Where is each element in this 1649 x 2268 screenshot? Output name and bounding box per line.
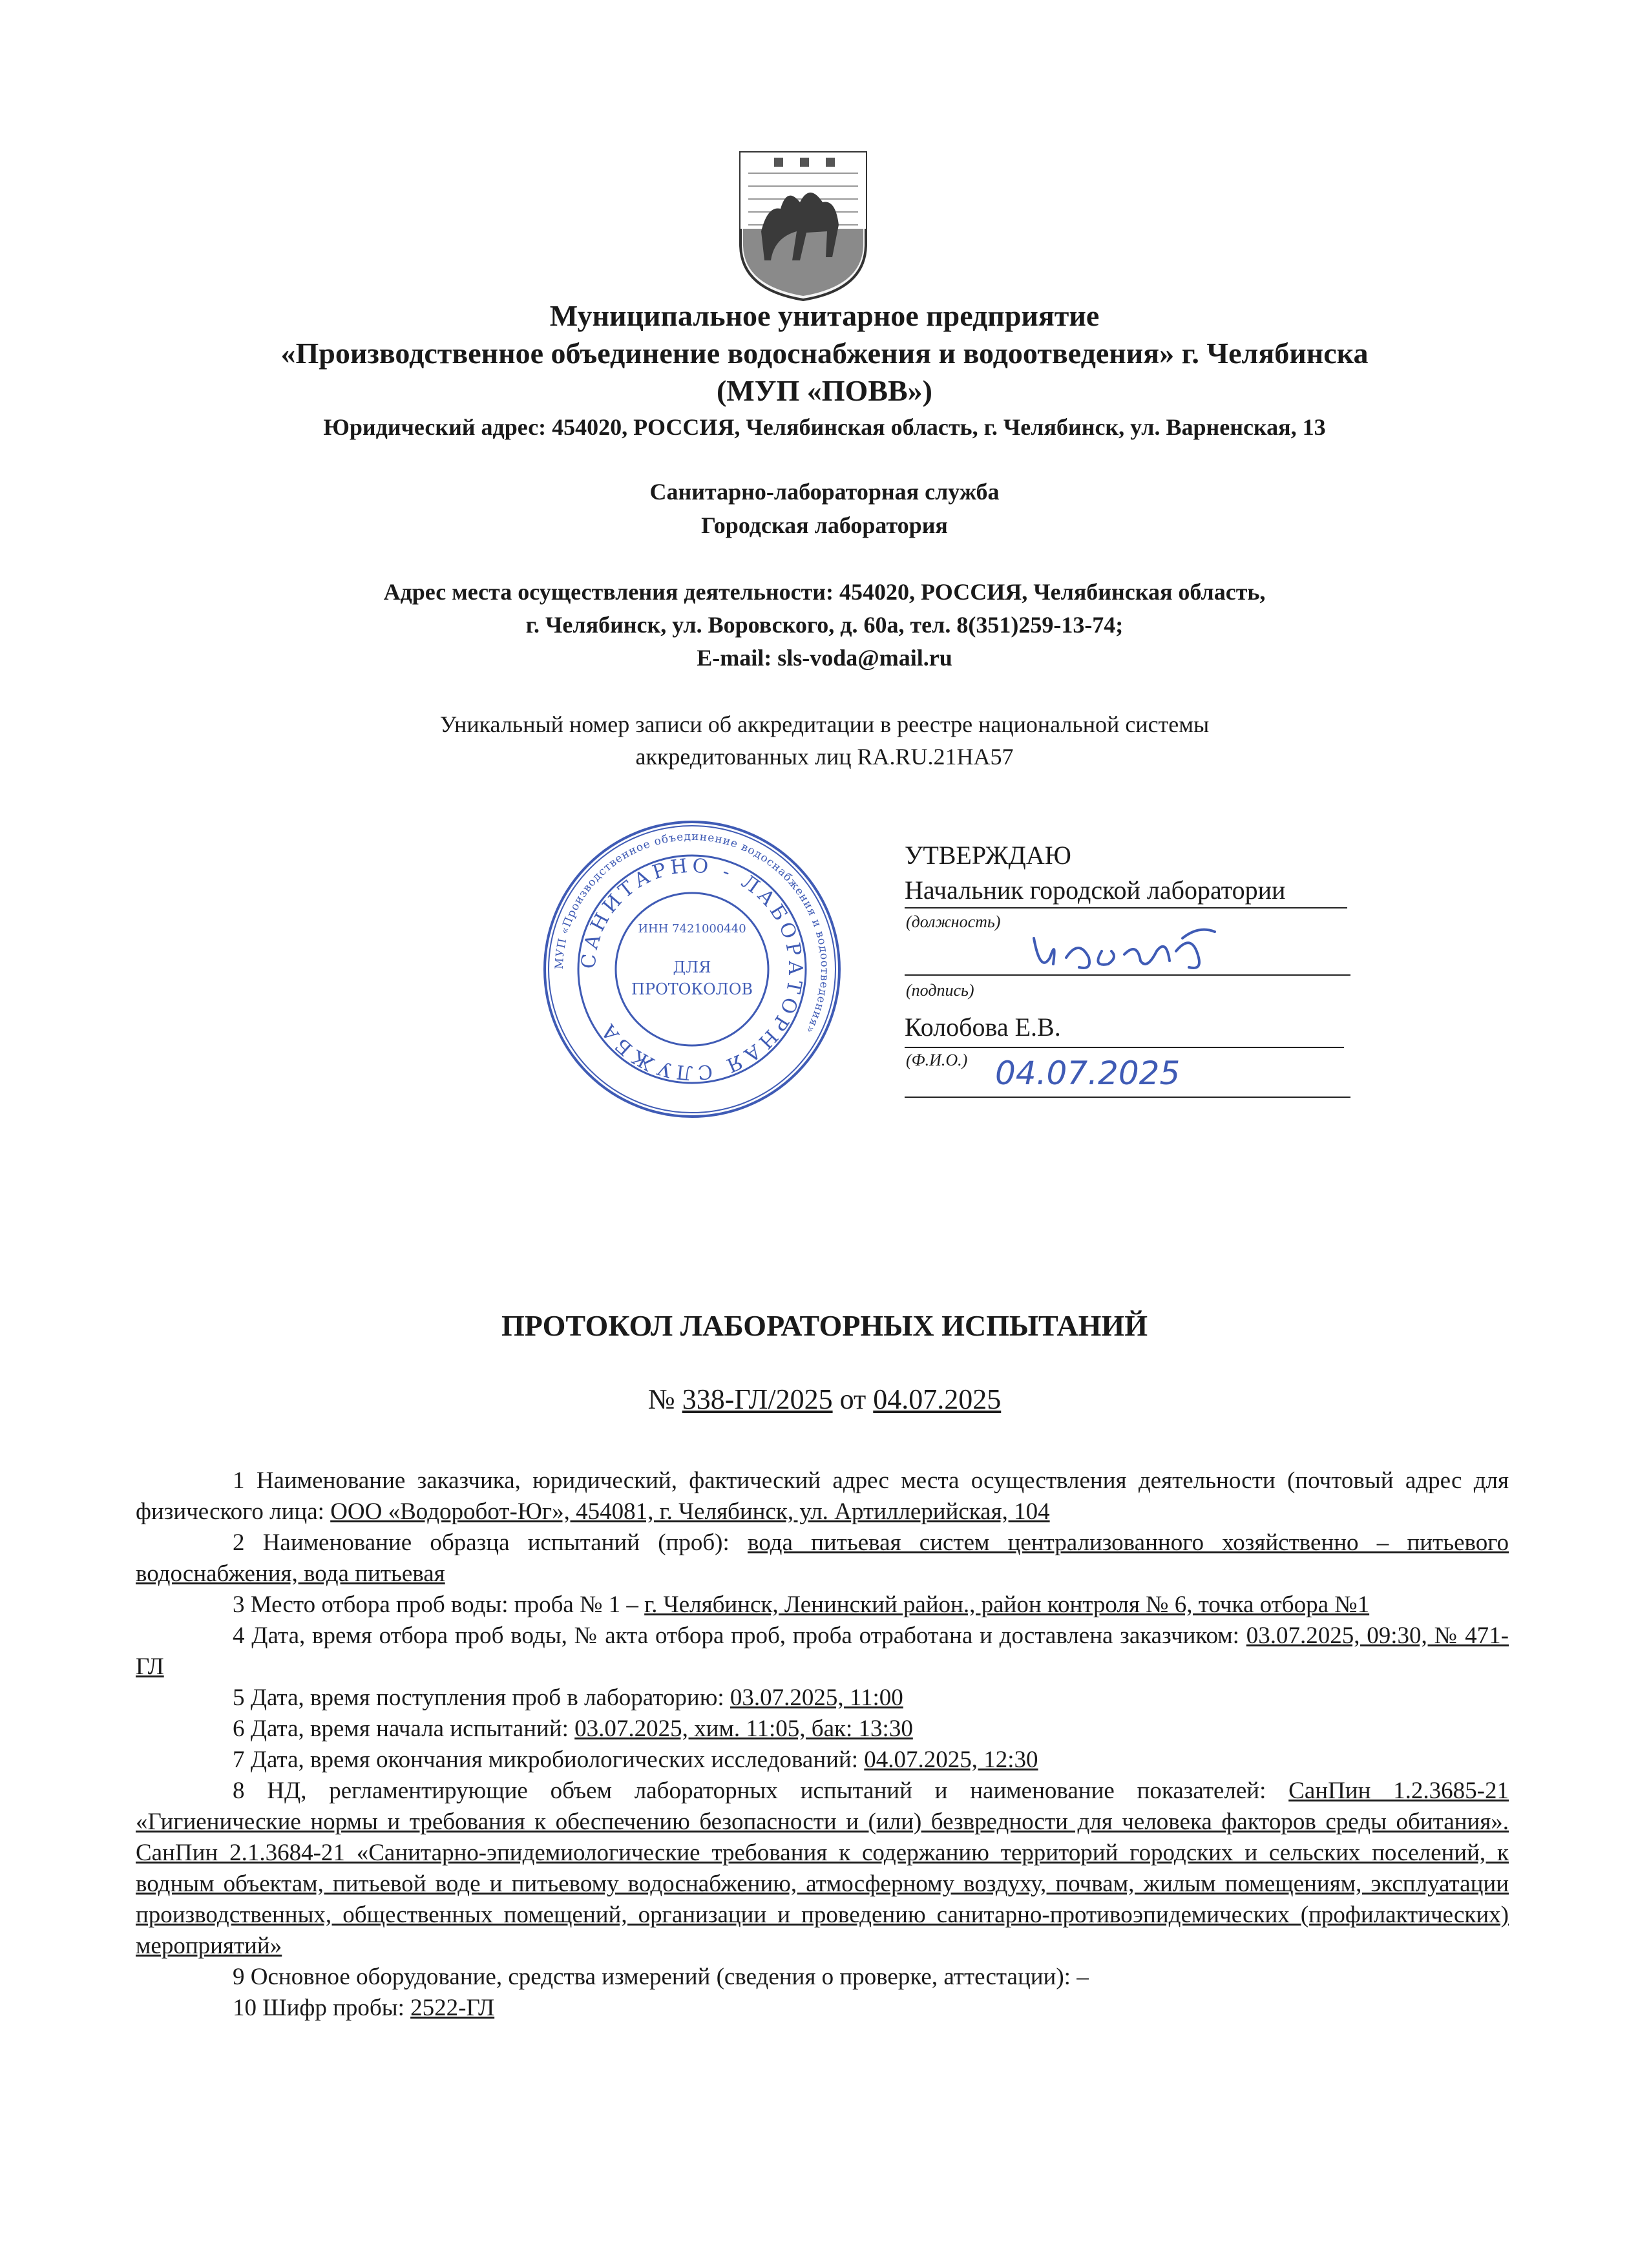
stamp-ring-text: САНИТАРНО - ЛАБОРАТОРНАЯ СЛУЖБА	[577, 854, 807, 1084]
protocol-items	[136, 1465, 1509, 2024]
accreditation-line2: аккредитованных лиц RA.RU.21НА57	[635, 744, 1014, 770]
item-10: 10 Шифр пробы: 2522-ГЛ	[233, 1995, 495, 2021]
position-underline	[905, 907, 1347, 908]
item-9: 9 Основное оборудование, средства измерений (сведения о проверке, аттестации): –	[233, 1964, 1089, 1990]
item-7: 7 Дата, время окончания микробиологических исследований: 04.07.2025, 12:30	[233, 1747, 1038, 1773]
signature-caption: (подпись)	[906, 981, 974, 1000]
item-3: 3 Место отбора проб воды: проба № 1 – г. Челябинск, Ленинский район., район контроля № 6, точка отбора №1	[233, 1591, 1370, 1618]
item-5: 5 Дата, время поступления проб в лабораторию: 03.07.2025, 11:00	[233, 1685, 903, 1711]
activity-address-line2: г. Челябинск, ул. Воровского, д. 60а, тел. 8(351)259-13-74;	[525, 612, 1124, 638]
approval-position: Начальник городской лаборатории	[905, 876, 1286, 905]
approver-name: Колобова Е.В.	[905, 1013, 1061, 1042]
handwritten-date	[989, 1047, 1195, 1098]
organization-stamp	[540, 817, 844, 1121]
document-number-line: № 338-ГЛ/2025 от 04.07.2025	[647, 1383, 1002, 1415]
org-name-line3: (МУП «ПОВВ»)	[716, 374, 933, 407]
item-1: 1 Наименование заказчика, юридический, фактический адрес места осуществления деятельности (почтовый адрес для физического лица: ООО «Водоробот-Юг», 454081, г. Челябинск, ул. Артиллерийская, 104	[136, 1467, 1509, 1525]
activity-email: E-mail: sls-voda@mail.ru	[697, 645, 952, 671]
item-2: 2 Наименование образца испытаний (проб): вода питьевая систем централизованного хозяйственно – питьевого водоснабжения, вода питьевая	[136, 1529, 1509, 1587]
coat-of-arms-icon	[735, 147, 871, 302]
document-title: ПРОТОКОЛ ЛАБОРАТОРНЫХ ИСПЫТАНИЙ	[501, 1309, 1148, 1342]
approval-title: УТВЕРЖДАЮ	[905, 841, 1071, 870]
protocol-number: 338-ГЛ/2025	[682, 1383, 833, 1415]
fio-caption: (Ф.И.О.)	[906, 1051, 968, 1069]
service-name: Санитарно-лабораторная служба	[649, 479, 1000, 505]
date-underline	[905, 1097, 1350, 1098]
legal-address: Юридический адрес: 454020, РОССИЯ, Челябинская область, г. Челябинск, ул. Варненская, 13	[323, 414, 1326, 440]
item-6: 6 Дата, время начала испытаний: 03.07.2025, хим. 11:05, бак: 13:30	[233, 1716, 913, 1742]
svg-text:04.07.2025: 04.07.2025	[995, 1055, 1181, 1092]
laboratory-name: Городская лаборатория	[701, 512, 948, 538]
org-name-line2: «Производственное объединение водоснабжения и водоотведения» г. Челябинска	[280, 337, 1369, 370]
accreditation-line1: Уникальный номер записи об аккредитации в реестре национальной системы	[439, 711, 1210, 737]
position-caption: (должность)	[906, 912, 1001, 931]
item-4: 4 Дата, время отбора проб воды, № акта отбора проб, проба отработана и доставлена заказчиком: 03.07.2025, 09:30, № 471-ГЛ	[136, 1622, 1509, 1680]
stamp-outer-text: МУП «Производственное объединение водоснабжения и водоотведения»	[552, 830, 832, 1036]
signature-line	[905, 974, 1350, 976]
protocol-date: 04.07.2025	[873, 1383, 1002, 1415]
stamp-center-line1: ДЛЯ	[673, 958, 711, 976]
org-name-line1: Муниципальное унитарное предприятие	[549, 299, 1100, 332]
activity-address-line1: Адрес места осуществления деятельности: 454020, РОССИЯ, Челябинская область,	[383, 579, 1266, 605]
handwritten-signature	[1027, 912, 1221, 983]
item-8: 8 НД, регламентирующие объем лабораторных испытаний и наименование показателей: СанПин 1.2.3685-21 «Гигиенические нормы и требования к обеспечению безопасности и (или) безвредности для человека факторов среды обитания». СанПин 2.1.3684-21 «Санитарно-эпидемиологические требования к содержанию территорий городских и сельских поселений, к водным объектам, питьевой воде и питьевому водоснабжению, атмосферному воздуху, почвам, жилым помещениям, эксплуатации производственных, общественных помещений, организации и проведению санитарно-противоэпидемических (профилактических) мероприятий»	[136, 1778, 1509, 1959]
stamp-center-line2: ПРОТОКОЛОВ	[631, 980, 753, 998]
stamp-inn: ИНН 7421000440	[638, 922, 746, 936]
